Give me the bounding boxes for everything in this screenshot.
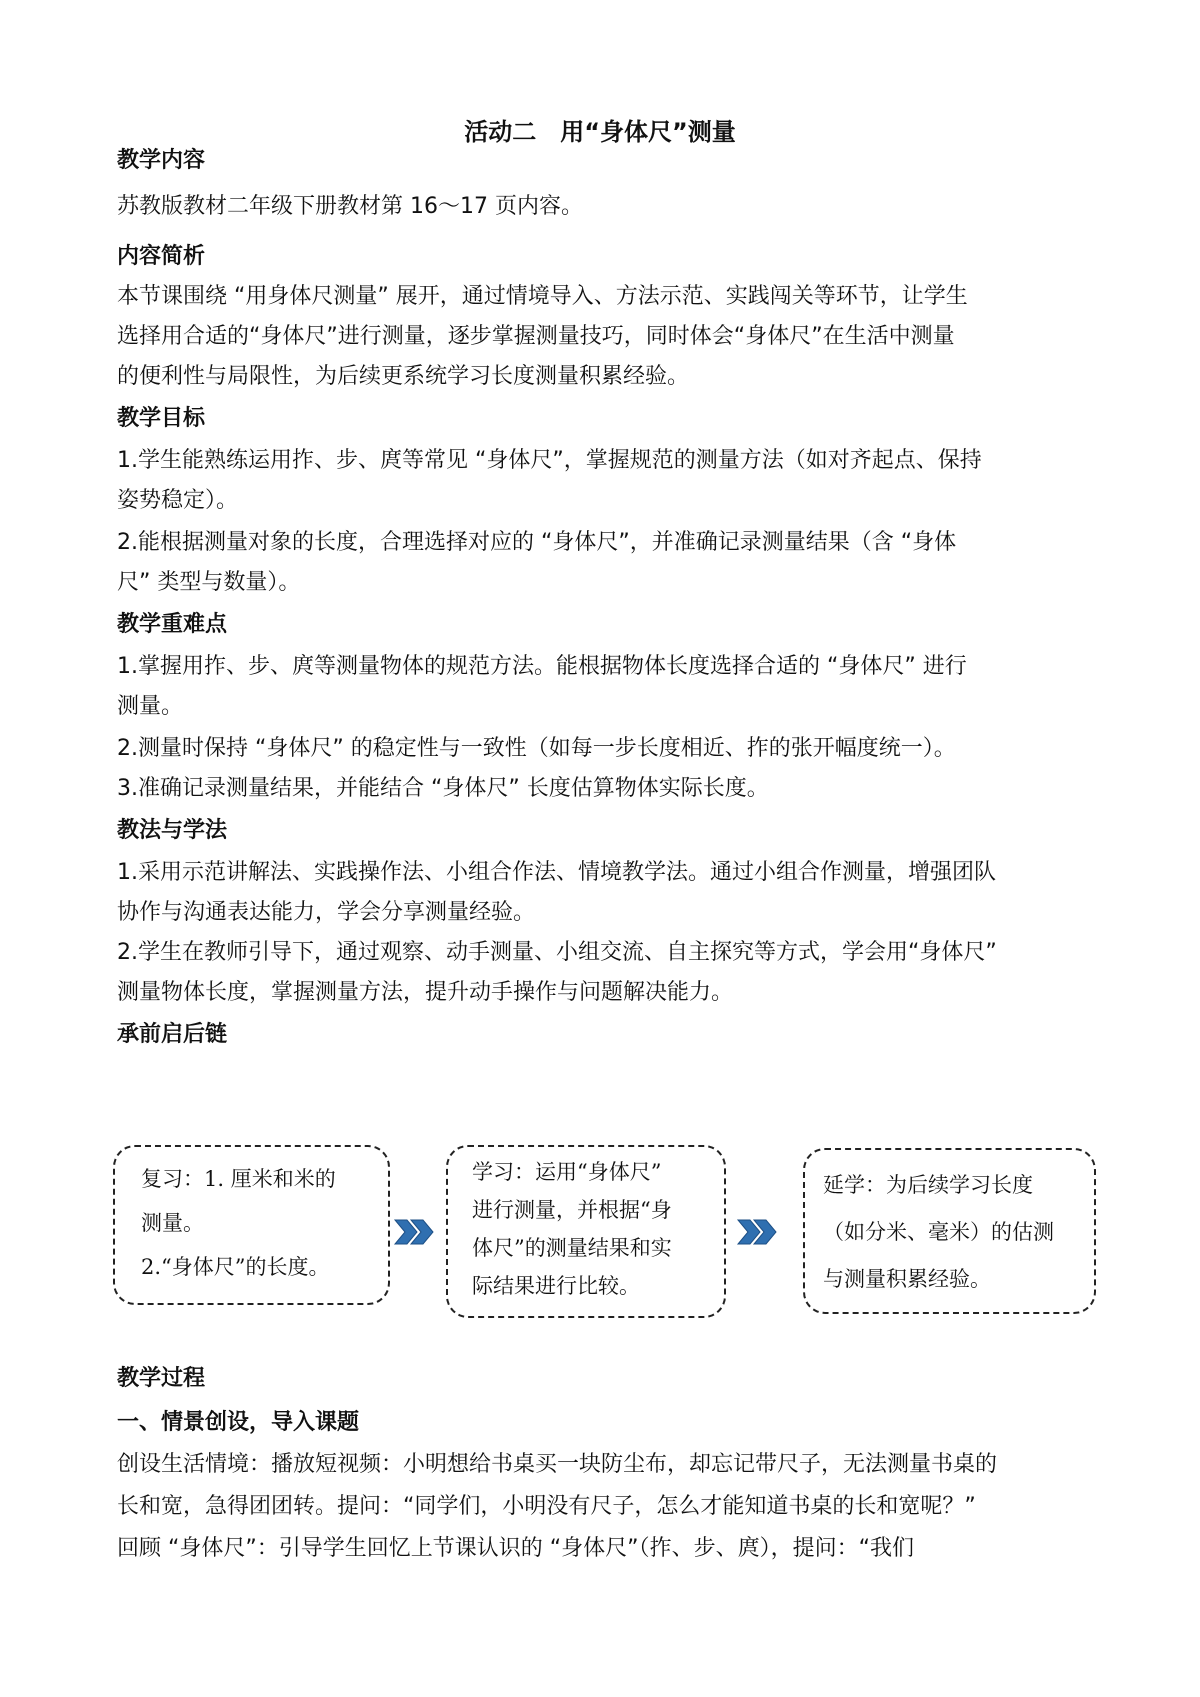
keypoints-line: 1.掌握用拃、步、庹等测量物体的规范方法。能根据物体长度选择合适的 “身体尺” 进行: [117, 654, 967, 679]
learn-box: [446, 1145, 726, 1318]
process-line: 回顾 “身体尺”：引导学生回忆上节课认识的 “身体尺”（拃、步、庹），提问：“我们: [117, 1536, 914, 1561]
review-box: [113, 1145, 390, 1305]
heading-chain: 承前启后链: [117, 1022, 228, 1047]
learn-box-line: 学习：运用“身体尺”: [472, 1160, 662, 1184]
heading-content: 教学内容: [117, 148, 206, 173]
methods-line: 协作与沟通表达能力，学会分享测量经验。: [117, 900, 536, 925]
process-subheading: 一、情景创设，导入课题: [117, 1410, 360, 1435]
process-line: 创设生活情境：播放短视频：小明想给书桌买一块防尘布，却忘记带尺子，无法测量书桌的: [117, 1452, 998, 1477]
summary-line: 本节课围绕 “用身体尺测量” 展开，通过情境导入、方法示范、实践闯关等环节，让学生: [117, 284, 968, 309]
page-title: 活动二 用“身体尺”测量: [464, 118, 736, 146]
learn-box-line: 体尺”的测量结果和实: [472, 1236, 672, 1260]
heading-keypoints: 教学重难点: [117, 612, 228, 637]
extend-box-line: 与测量积累经验。: [823, 1267, 991, 1291]
methods-line: 1.采用示范讲解法、实践操作法、小组合作法、情境教学法。通过小组合作测量，增强团队: [117, 860, 996, 885]
summary-line: 的便利性与局限性，为后续更系统学习长度测量积累经验。: [117, 364, 690, 389]
goals-line: 尺” 类型与数量）。: [117, 570, 301, 595]
goals-line: 姿势稳定）。: [117, 488, 239, 513]
methods-line: 测量物体长度，掌握测量方法，提升动手操作与问题解决能力。: [117, 980, 734, 1005]
goals-line: 1.学生能熟练运用拃、步、庹等常见 “身体尺”，掌握规范的测量方法（如对齐起点、保持: [117, 448, 982, 473]
review-box-line: 2.“身体尺”的长度。: [141, 1255, 330, 1279]
keypoints-line: 2.测量时保持 “身体尺” 的稳定性与一致性（如每一步长度相近、拃的张开幅度统一）。: [117, 736, 956, 761]
content-line: 苏教版教材二年级下册教材第 16～17 页内容。: [117, 194, 583, 219]
review-box-line: 复习：1. 厘米和米的: [141, 1167, 336, 1191]
methods-line: 2.学生在教师引导下，通过观察、动手测量、小组交流、自主探究等方式，学会用“身体尺”: [117, 940, 997, 965]
learn-box-line: 进行测量，并根据“身: [472, 1198, 672, 1222]
heading-methods: 教法与学法: [117, 818, 228, 843]
process-line: 长和宽，急得团团转。提问：“同学们，小明没有尺子，怎么才能知道书桌的长和宽呢？”: [117, 1494, 976, 1519]
extend-box-line: （如分米、毫米）的估测: [823, 1220, 1054, 1244]
goals-line: 2.能根据测量对象的长度，合理选择对应的 “身体尺”，并准确记录测量结果（含 “身体: [117, 530, 957, 555]
chain-diagram: [0, 1145, 1200, 1345]
learn-box-line: 际结果进行比较。: [472, 1274, 640, 1298]
keypoints-line: 3.准确记录测量结果，并能结合 “身体尺” 长度估算物体实际长度。: [117, 776, 769, 801]
double-chevron-right-icon: [736, 1217, 780, 1247]
double-chevron-right-icon: [393, 1217, 437, 1247]
extend-box: [803, 1148, 1096, 1314]
keypoints-line: 测量。: [117, 694, 184, 719]
heading-goals: 教学目标: [117, 406, 206, 431]
heading-summary: 内容简析: [117, 244, 206, 269]
summary-line: 选择用合适的“身体尺”进行测量，逐步掌握测量技巧，同时体会“身体尺”在生活中测量: [117, 324, 955, 349]
heading-process: 教学过程: [117, 1366, 206, 1391]
review-box-line: 测量。: [141, 1211, 204, 1235]
extend-box-line: 延学：为后续学习长度: [823, 1173, 1033, 1197]
